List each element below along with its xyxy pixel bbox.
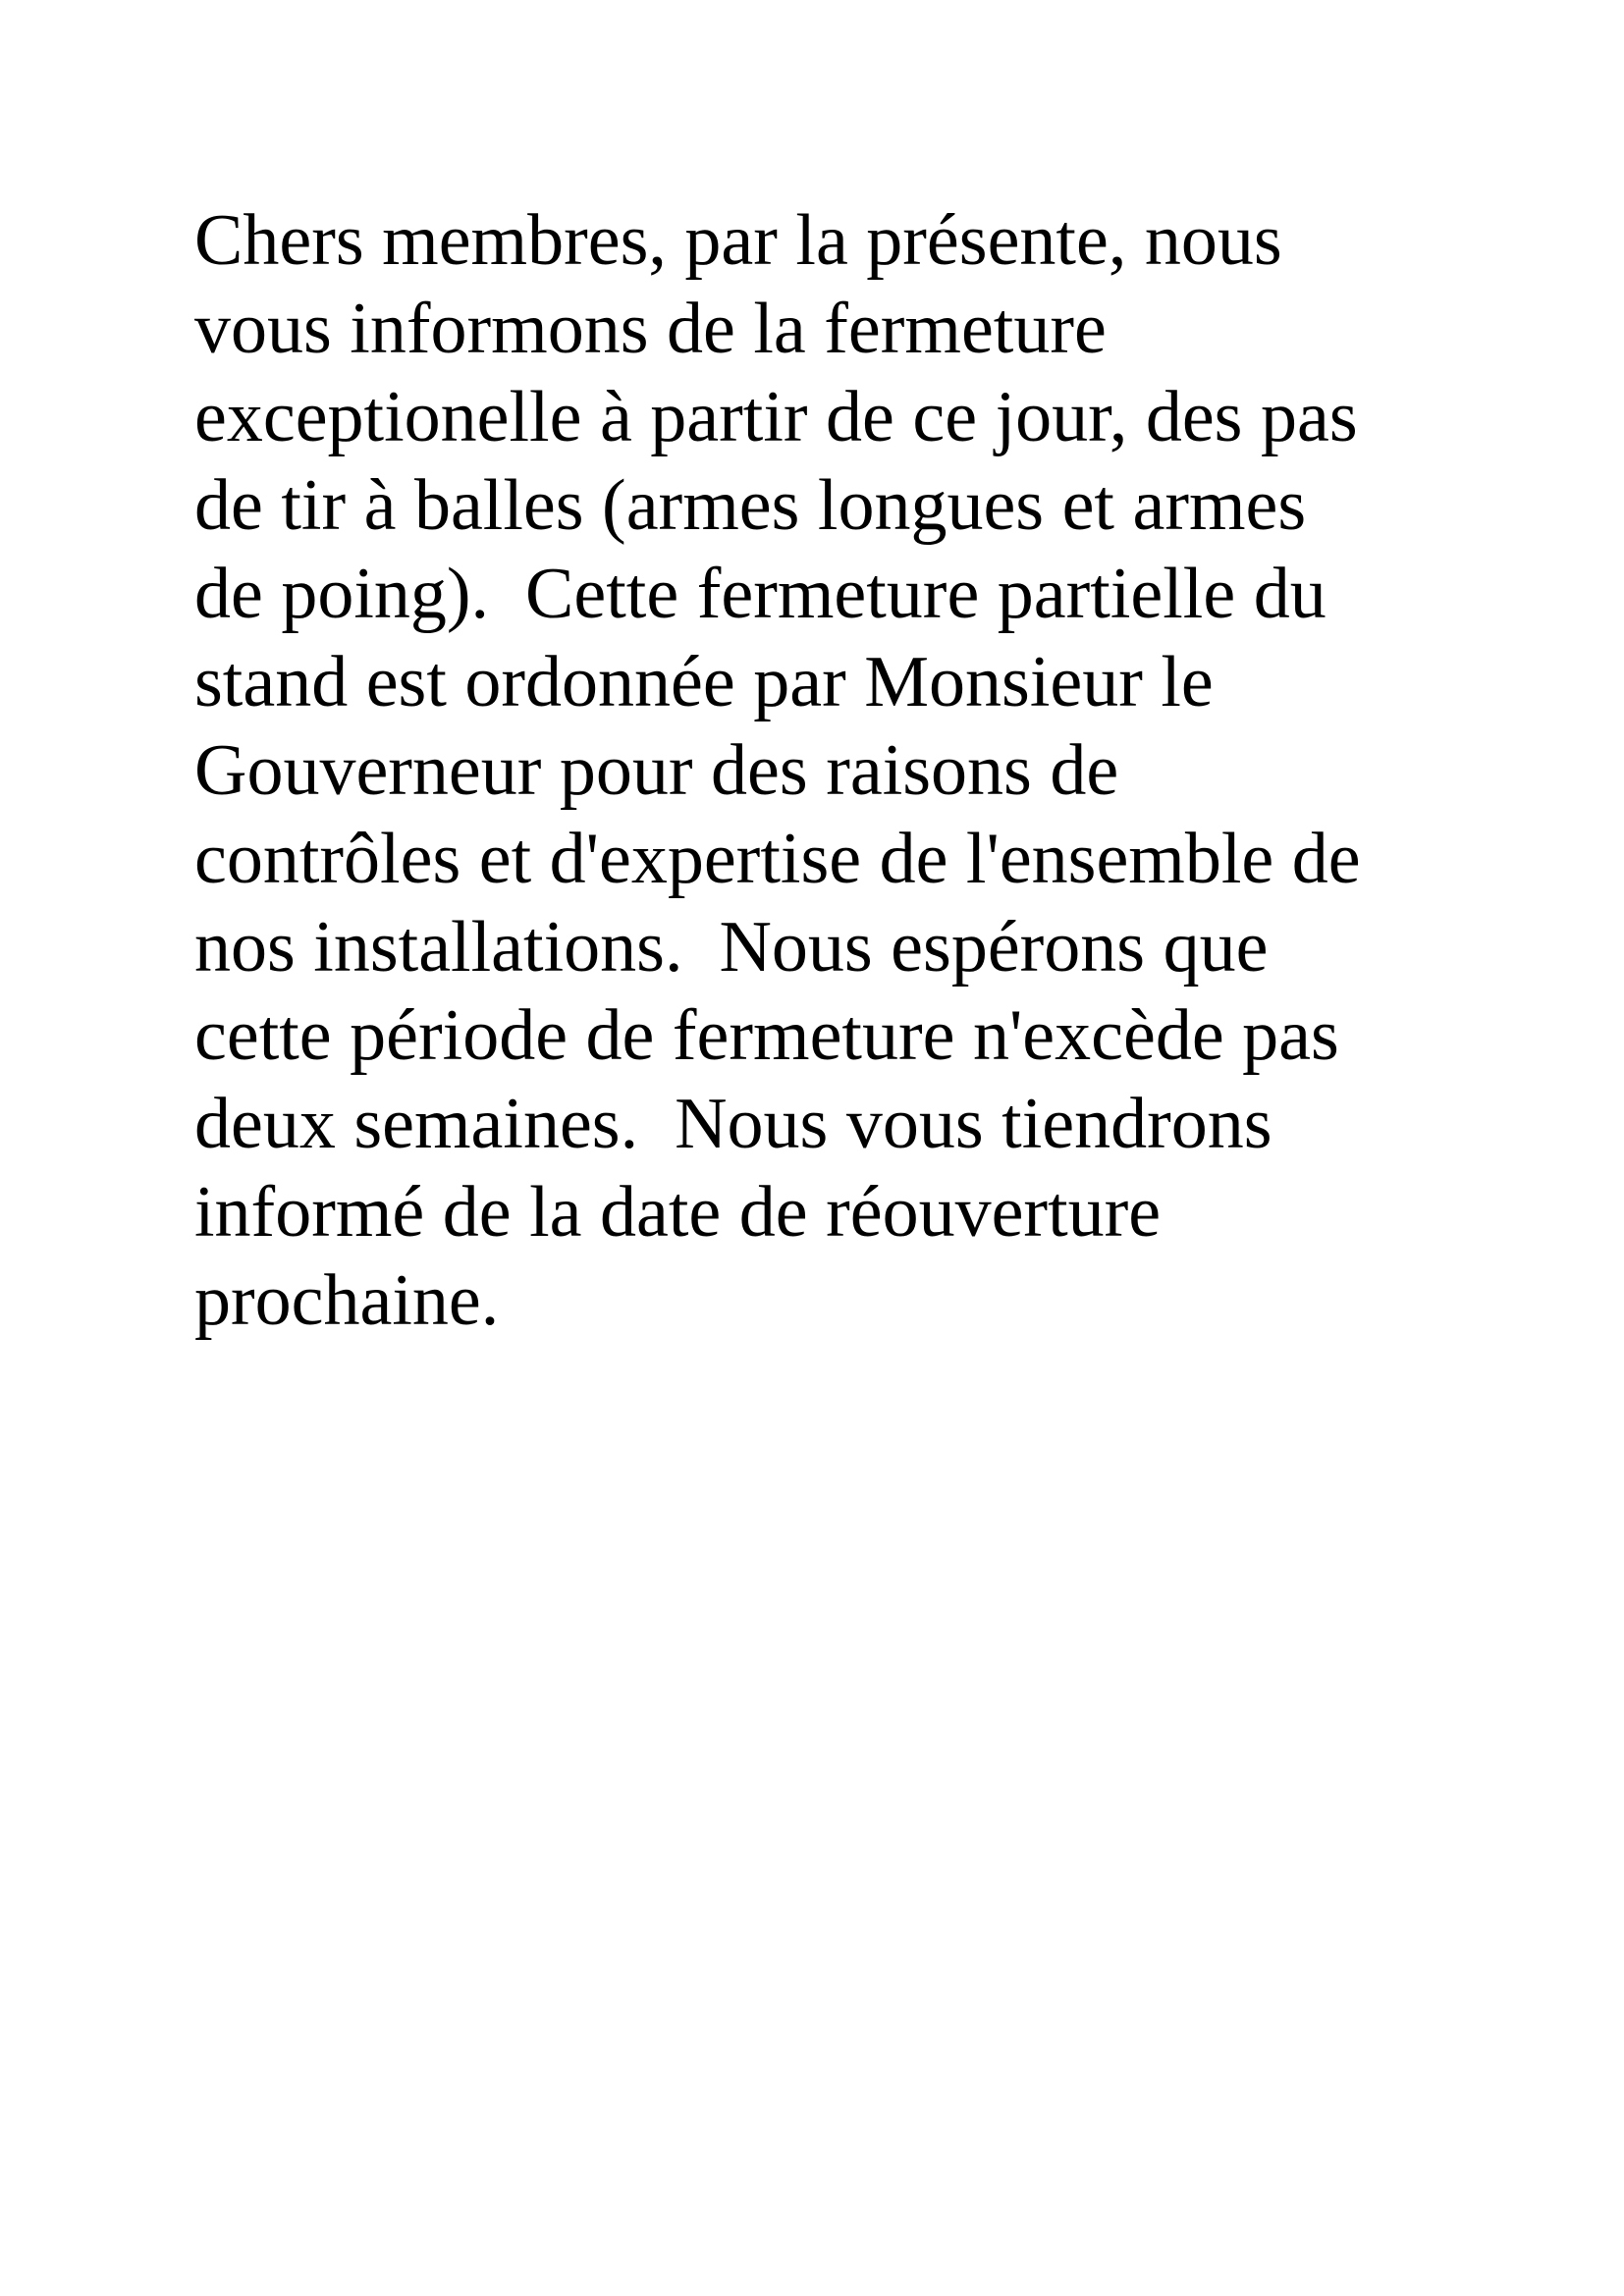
text-line: nos installations. Nous espérons que <box>194 907 1269 988</box>
text-line: stand est ordonnée par Monsieur le <box>194 642 1214 722</box>
text-line: Gouverneur pour des raisons de <box>194 730 1119 811</box>
text-line: prochaine. <box>194 1260 500 1341</box>
text-line: vous informons de la fermeture <box>194 289 1107 369</box>
text-line: deux semaines. Nous vous tiendrons <box>194 1084 1272 1164</box>
text-line: exceptionelle à partir de ce jour, des pas <box>194 377 1358 457</box>
text-line: contrôles et d'expertise de l'ensemble de <box>194 819 1361 899</box>
text-line: Chers membres, par la présente, nous <box>194 200 1282 281</box>
notice-paragraph <box>194 196 1471 1345</box>
text-line: informé de la date de réouverture <box>194 1172 1162 1253</box>
text-line: de poing). Cette fermeture partielle du <box>194 554 1326 634</box>
text-line: de tir à balles (armes longues et armes <box>194 465 1307 546</box>
text-line: cette période de fermeture n'excède pas <box>194 995 1339 1076</box>
